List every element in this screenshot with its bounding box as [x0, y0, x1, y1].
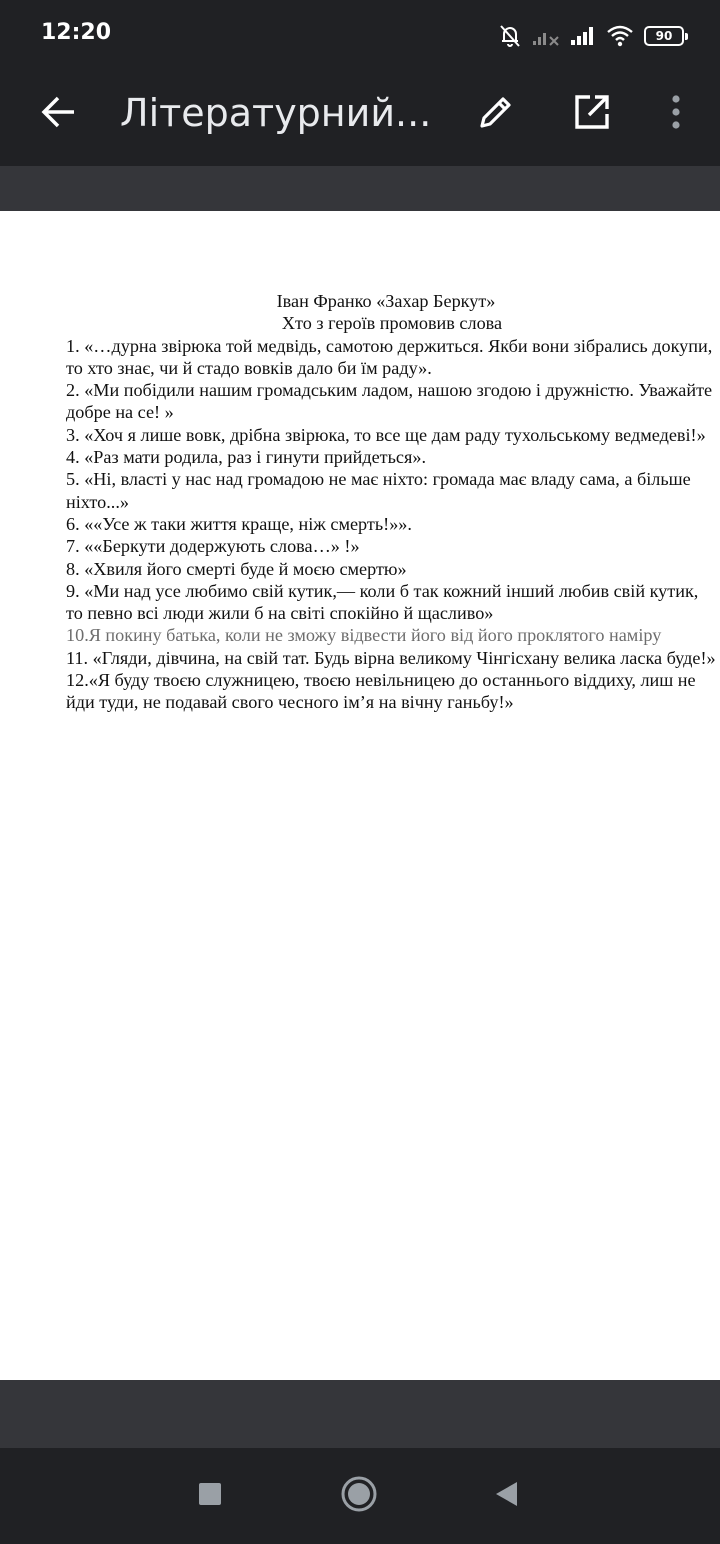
- quote-item: 9. «Ми над усе любимо свій кутик,— коли б так кожний інший любив свій кутик, то певно всі люди жили б на світі спокійно й щасливо»: [66, 580, 699, 624]
- circle-icon: [340, 1475, 378, 1518]
- square-icon: [198, 1482, 222, 1511]
- edit-button[interactable]: [470, 88, 522, 140]
- status-icons: [498, 22, 684, 50]
- arrow-left-icon: [38, 94, 78, 135]
- document-page[interactable]: [0, 211, 720, 1380]
- quote-item: 10.Я покину батька, коли не зможу відвести його від його проклятого наміру: [66, 625, 662, 646]
- open-external-button[interactable]: [566, 88, 618, 140]
- status-time: 12:20: [41, 20, 112, 45]
- pencil-icon: [476, 92, 516, 137]
- document-content: [66, 290, 718, 714]
- quote-item: 12.«Я буду твоєю служницею, твоєю невільницею до останнього віддиху, лиш не йди туди, не подавай свого чесного ім’я на вічну ганьбу!»: [66, 670, 696, 713]
- battery-icon: [644, 26, 684, 46]
- triangle-back-icon: [493, 1480, 519, 1513]
- quote-item: 7. ««Беркути додержують слова…» !»: [66, 536, 360, 557]
- muted-bell-icon: [498, 23, 522, 49]
- recents-button[interactable]: [186, 1472, 234, 1520]
- status-bar: [0, 0, 720, 70]
- system-nav-bar: [0, 1448, 720, 1544]
- quote-item: 3. «Хоч я лише вовк, дрібна звірюка, то все ще дам раду тухольському ведмедеві!»: [66, 424, 706, 445]
- doc-subheading: Хто з героїв промовив слова: [281, 313, 503, 334]
- signal-weak-icon: [532, 26, 560, 46]
- battery-level: 90: [655, 29, 673, 43]
- more-options-button[interactable]: [656, 88, 696, 140]
- back-button[interactable]: [34, 90, 82, 138]
- signal-icon: [570, 26, 596, 46]
- quote-item: 6. ««Усе ж таки життя краще, ніж смерть!»».: [66, 513, 412, 534]
- back-nav-button[interactable]: [482, 1472, 530, 1520]
- viewer-background-top: [0, 166, 720, 211]
- quote-item: 11. «Гляди, дівчина, на свій тат. Будь вірна великому Чінгісхану велика ласка буде!»: [66, 647, 716, 668]
- document-title: Літературний...: [120, 91, 432, 135]
- more-vert-icon: [670, 94, 682, 135]
- quote-item: 8. «Хвиля його смерті буде й моєю смертю»: [66, 558, 407, 579]
- quote-item: 2. «Ми побідили нашим громадським ладом, нашою згодою і дружністю. Уважайте добре на се! »: [66, 380, 713, 423]
- home-button[interactable]: [335, 1472, 383, 1520]
- quote-item: 4. «Раз мати родила, раз і гинути прийдеться».: [66, 447, 426, 468]
- doc-heading: Іван Франко «Захар Беркут»: [276, 291, 496, 311]
- app-bar: [0, 70, 720, 166]
- wifi-icon: [606, 25, 634, 47]
- quote-item: 5. «Ні, власті у нас над громадою не має ніхто: громада має владу сама, а більше ніхто...»: [66, 469, 691, 512]
- open-in-new-icon: [572, 92, 612, 137]
- quote-item: 1. «…дурна звірюка той медвідь, самотою держиться. Якби вони зібрались докупи, то хто знає, чи й стадо вовків дало би їм раду».: [66, 335, 713, 378]
- viewer-background-bottom: [0, 1380, 720, 1448]
